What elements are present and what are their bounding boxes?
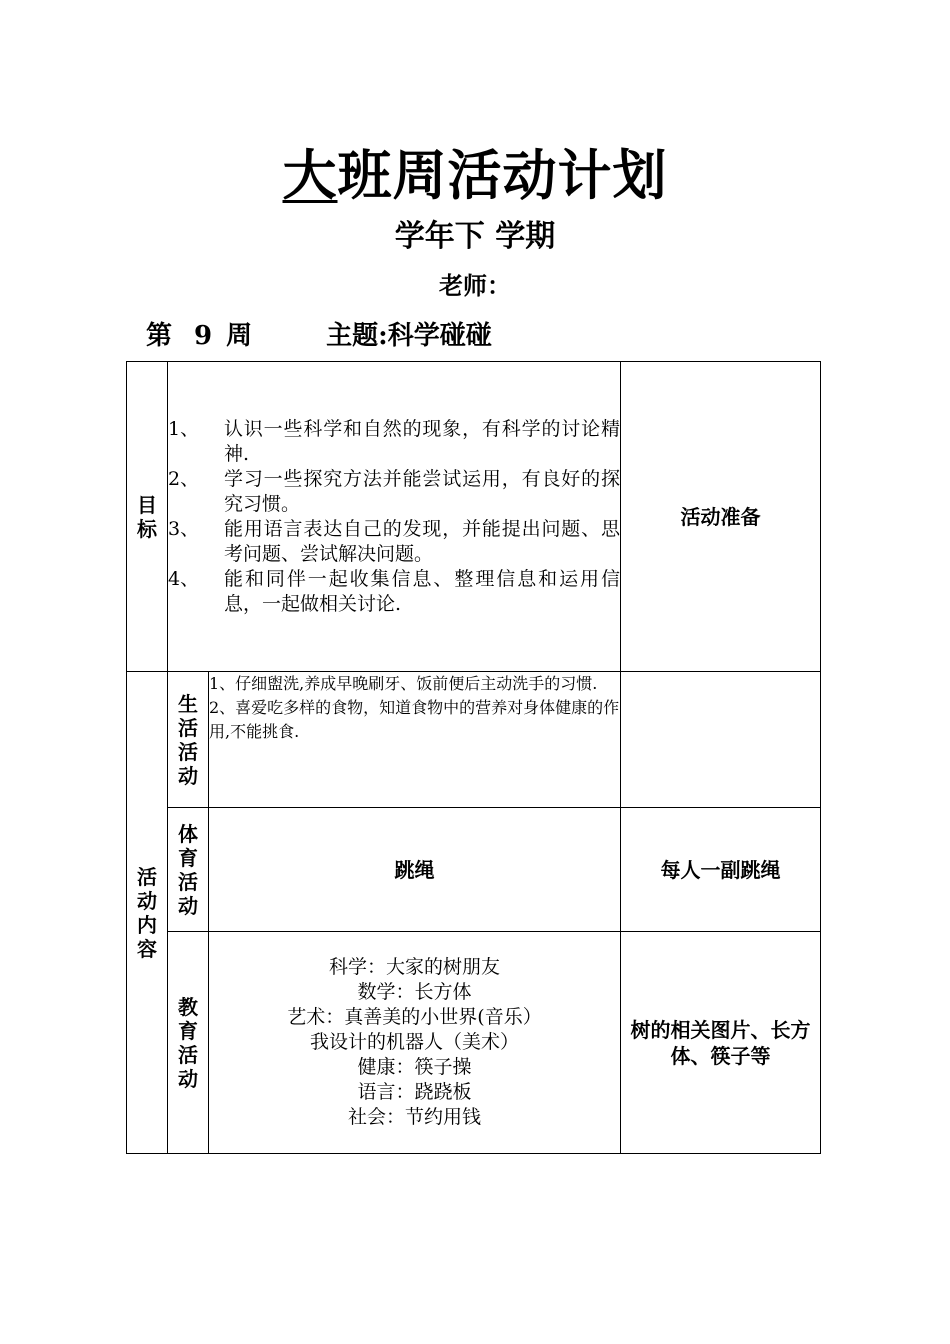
education-item: 社会：节约用钱 — [347, 1106, 481, 1128]
theme-value: 科学碰碰 — [387, 321, 492, 351]
education-item: 数学：长方体 — [357, 981, 472, 1003]
goal-item: 1、 认识一些科学和自然的现象，有科学的讨论精神. — [168, 417, 620, 465]
activities-label-cell — [127, 672, 168, 1154]
week-number: 9 — [194, 321, 213, 351]
education-item: 语言：跷跷板 — [357, 1081, 472, 1103]
life-prep-cell — [621, 672, 821, 808]
sports-prep-cell — [621, 808, 821, 932]
theme-label: 主题: — [326, 321, 388, 351]
goal-item: 4、 能和同伴一起收集信息、整理信息和运用信息，一起做相关讨论. — [168, 567, 620, 615]
sports-row — [127, 808, 821, 932]
week-suffix: 周 — [226, 321, 253, 351]
sports-label: 体育活动 — [178, 821, 198, 918]
education-prep-cell — [621, 932, 821, 1154]
week-theme-line — [146, 316, 492, 356]
goals-label: 目标 — [137, 492, 157, 541]
education-item: 艺术：真善美的小世界(音乐） — [287, 1006, 542, 1028]
prep-header: 活动准备 — [680, 504, 761, 529]
education-row — [127, 932, 821, 1154]
sports-content-cell — [209, 808, 621, 932]
teacher-label: 老师： — [439, 272, 511, 300]
life-row — [127, 672, 821, 808]
goals-row — [127, 362, 821, 672]
semester-subtitle: 学年下 学期 — [394, 219, 556, 254]
prep-header-cell — [621, 362, 821, 672]
education-item: 健康：筷子操 — [357, 1056, 472, 1078]
life-content-cell — [209, 672, 621, 808]
activities-label: 活动内容 — [137, 864, 157, 961]
activity-plan-table — [126, 361, 821, 1154]
education-label-cell — [168, 932, 209, 1154]
goal-item: 2、 学习一些探究方法并能尝试运用，有良好的探究习惯。 — [168, 467, 620, 515]
sports-label-cell — [168, 808, 209, 932]
education-label: 教育活动 — [178, 994, 198, 1091]
education-list — [209, 955, 620, 1130]
goal-item: 3、 能用语言表达自己的发现，并能提出问题、思考问题、尝试解决问题。 — [168, 517, 620, 565]
life-label-cell — [168, 672, 209, 808]
sports-content: 跳绳 — [394, 857, 435, 882]
goals-cell — [168, 362, 621, 672]
life-item: 1、仔细盥洗,养成早晚刷牙、饭前便后主动洗手的习惯. — [209, 674, 598, 693]
week-prefix: 第 — [146, 321, 173, 351]
goals-list — [168, 417, 620, 617]
goals-label-cell — [127, 362, 168, 672]
education-item: 科学：大家的树朋友 — [328, 956, 500, 978]
education-prep: 树的相关图片、长方体、筷子等 — [630, 1017, 811, 1068]
title-first-char: 大 — [282, 144, 338, 207]
sports-prep: 每人一副跳绳 — [660, 857, 781, 882]
life-item: 2、喜爱吃多样的食物，知道食物中的营养对身体健康的作用,不能挑食. — [209, 698, 620, 741]
page-title — [0, 140, 950, 212]
education-content-cell — [209, 932, 621, 1154]
title-rest: 班周活动计划 — [337, 144, 668, 207]
life-label: 生活活动 — [178, 691, 198, 788]
education-item: 我设计的机器人（美术） — [309, 1031, 519, 1053]
